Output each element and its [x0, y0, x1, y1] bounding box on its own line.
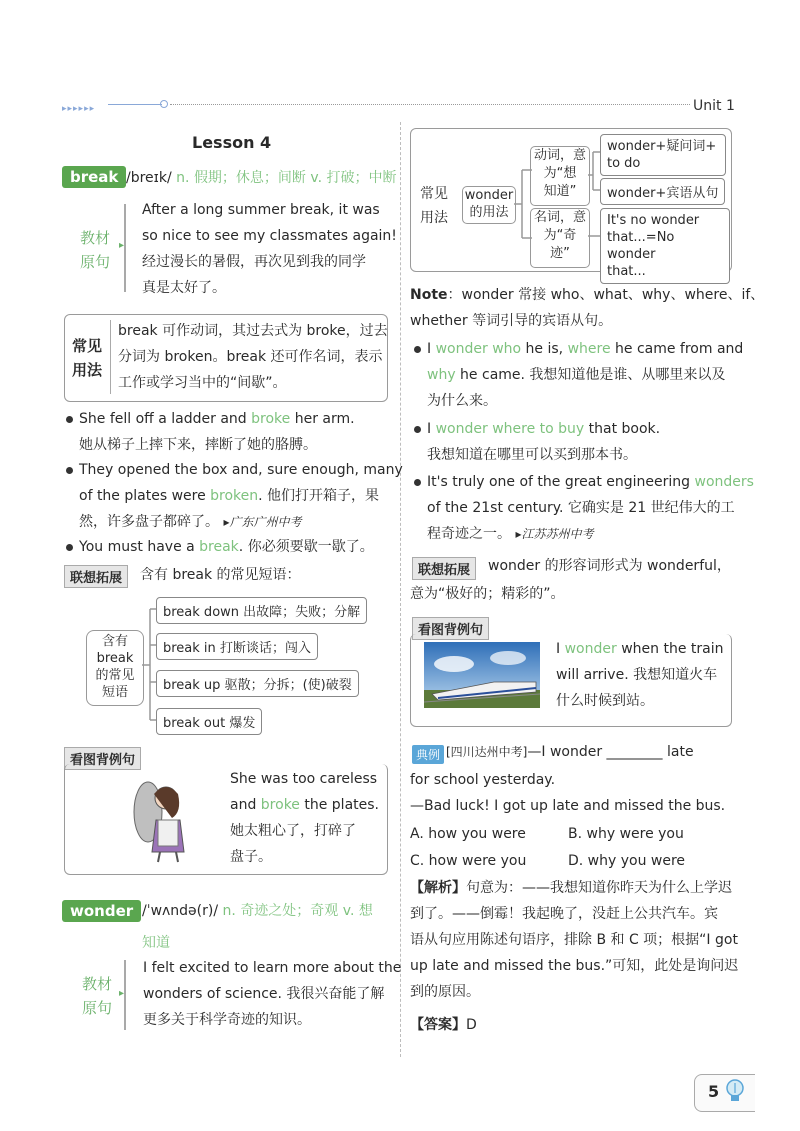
bullet-3-pre: You must have a [79, 539, 200, 555]
wonder-phonetic: /ˈwʌndə(r)/ [142, 903, 219, 919]
wonder-noun-box [530, 208, 590, 268]
wonder-bullet-3-source: ▸江苏苏州中考 [515, 527, 594, 541]
wonder-usage-center-2: 的用法 [469, 205, 509, 220]
break-usage-line-2: 分词为 broken。break 还可作名词，表示 [118, 349, 383, 365]
break-usage-label-1: 常见 [72, 337, 103, 355]
bullet-1-post: her arm. [290, 411, 355, 427]
wonder-bullet-2: I wonder where to buy that book. 我想知道在哪里可以买到那本书。 [414, 416, 660, 468]
wonder-meaning-noun: 奇迹之处；奇观 [240, 903, 339, 919]
wonder-meaning-verb: 想 [358, 903, 373, 919]
phrases-center-4: 短语 [101, 685, 128, 700]
exercise-option-a: A. how you were [410, 826, 526, 842]
break-usage-divider [110, 320, 111, 394]
bullet-dot [66, 544, 73, 551]
girl-with-plates-illustration [120, 772, 200, 864]
break-example-zh-2: 真是太好了。 [142, 280, 226, 296]
textbook-bracket-arrow-wonder: ▸ [119, 988, 125, 999]
expand-tab-right: 联想拓展 [412, 557, 476, 580]
textbook-label [80, 226, 116, 274]
textbook-bracket-wonder [124, 960, 126, 1030]
exercise-answer [410, 1012, 477, 1038]
exercise-analysis: 【解析】句意为：——我想知道你昨天为什么上学迟 到了。——倒霉！我起晚了，没赶上公共汽车。宾 语从句应用陈述句语序，排除 B 和 C 项；根据“I got up late and missed the bus.”可知，此处是询问迟 到的原因。 [410, 880, 739, 1000]
wonder-example-en-1: I felt excited to learn more about the [143, 960, 402, 976]
picture-left-en-2-hl: broke [260, 797, 300, 813]
bullet-dot [66, 467, 73, 474]
answer-value: D [466, 1017, 477, 1033]
wonder-noun-2: 为“奇 [543, 228, 577, 243]
note-line-2: whether 等词引导的宾语从句。 [410, 313, 613, 329]
answer-label: 【答案】 [410, 1017, 466, 1033]
break-example-en-2: so nice to see my classmates again! [142, 228, 397, 244]
wonder-example-en-2: wonders of science. 我很兴奋能了解 [143, 986, 385, 1002]
wonder-verb-2: 为“想 [543, 166, 577, 181]
wonder-meaning-cont: 知道 [142, 935, 170, 951]
word-tag-break: break [62, 166, 126, 188]
note-line-1: ：wonder 常接 who、what、why、where、if、 [447, 287, 765, 303]
break-bullet-2 [66, 457, 403, 535]
break-bullet-1 [66, 406, 355, 458]
bullet-3-highlight: break [199, 539, 239, 555]
phrases-center-2: break [96, 651, 134, 666]
bullet-2-post: . 他们打开箱子，果 [258, 488, 380, 504]
exercise-line-3: —Bad luck! I got up late and missed the bus. [410, 798, 726, 814]
break-phonetic: /breɪk/ [126, 170, 172, 186]
break-example-en-1: After a long summer break, it was [142, 202, 380, 218]
exercise-q1: —I wonder ________ late [527, 744, 694, 760]
lesson-title: Lesson 4 [192, 133, 272, 152]
bullet-1-highlight: broke [251, 411, 291, 427]
wonder-example-zh-1: 更多关于科学奇迹的知识。 [143, 1012, 311, 1028]
picture-sentence-tab-left: 看图背例句 [64, 747, 141, 770]
wonder-usage-label-2: 用法 [420, 210, 448, 226]
textbook-label-wonder [82, 972, 118, 1020]
expand-line-2: 意为“极好的；精彩的”。 [410, 586, 565, 602]
textbook-bracket [124, 204, 126, 292]
wonder-usage-label-1: 常见 [420, 186, 448, 202]
wonder-usage-center [462, 186, 516, 224]
bullet-2-source: ▸广东广州中考 [223, 515, 302, 529]
exercise-option-c: C. how were you [410, 853, 527, 869]
textbook-wonder-label-2: 原句 [82, 999, 113, 1017]
wonder-usage-center-1: wonder [464, 188, 514, 203]
exercise-source: [四川达州中考] [446, 745, 528, 759]
picture-sentence-text-left [230, 766, 379, 870]
phrase-break-in: break in 打断谈话；闯入 [156, 633, 318, 660]
header-arrows: ▸▸▸▸▸▸ [62, 104, 96, 114]
break-textbook-sentence [142, 197, 397, 301]
train-photo [424, 642, 540, 708]
phrases-center-1: 含有 [101, 634, 128, 649]
phrases-center-box [86, 630, 144, 706]
wonder-rule-1: wonder+疑问词+ to do [600, 134, 726, 176]
break-bullet-3 [66, 534, 374, 560]
break-usage-text [118, 318, 388, 396]
wonder-usage-label [420, 182, 448, 230]
picture-left-zh-1: 她太粗心了，打碎了 [230, 823, 356, 839]
phrases-center-3: 的常见 [95, 668, 135, 683]
break-usage-line-3: 工作或学习当中的“间歇”。 [118, 375, 287, 391]
break-example-zh-1: 经过漫长的暑假，再次见到我的同学 [142, 254, 366, 270]
wonder-bullet-1: I wonder who he is, where he came from and why he came. 我想知道他是谁、从哪里来以及 为什么来。 [414, 336, 743, 414]
break-meaning-noun: 假期；休息；间断 [193, 170, 306, 186]
wonder-rule-3: It's no wonder that...=No wonder that... [600, 208, 730, 284]
exercise-line-1 [446, 739, 694, 765]
phrase-break-down: break down 出故障；失败；分解 [156, 597, 367, 624]
break-usage-label [72, 334, 102, 382]
column-divider [400, 122, 401, 1057]
bullet-3-post: . 你必须要歇一歇了。 [238, 539, 374, 555]
bullet-dot [66, 416, 73, 423]
wonder-noun-1: 名词，意 [533, 210, 586, 225]
textbook-label-2: 原句 [80, 253, 111, 271]
textbook-bracket-arrow: ▸ [119, 240, 125, 251]
header-line-left [108, 104, 162, 105]
break-pos-noun: n. [176, 170, 190, 186]
wonder-noun-3: 迹” [550, 246, 570, 261]
wonder-note [410, 282, 764, 334]
wonder-definition [142, 900, 373, 920]
break-meaning-verb: 打破；中断 [326, 170, 397, 186]
phrase-break-out: break out 爆发 [156, 708, 262, 735]
picture-left-en-2-post: the plates. [299, 797, 379, 813]
picture-sentence-text-right: I wonder when the train will arrive. 我想知道火车 什么时候到站。 [556, 641, 724, 709]
bullet-2-highlight: broken [210, 488, 259, 504]
expand-line-1: wonder 的形容词形式为 wonderful， [488, 558, 731, 574]
note-label: Note [410, 287, 448, 303]
bullet-2-pre-1: They opened the box and, sure enough, many [79, 462, 403, 478]
bullet-2-pre-2: of the plates were [79, 488, 211, 504]
break-pos-verb: v. [310, 170, 323, 186]
word-tag-wonder: wonder [62, 900, 141, 922]
break-usage-label-2: 用法 [72, 361, 103, 379]
exercise-line-2: for school yesterday. [410, 772, 556, 788]
wonder-verb-3: 知道” [543, 184, 577, 199]
bullet-2-zh: 然，许多盘子都碎了。 [79, 514, 219, 530]
phrases-intro: 含有 break 的常见短语： [140, 567, 301, 583]
bullet-1-zh: 她从梯子上摔下来，摔断了她的胳膊。 [79, 437, 317, 453]
wonder-bullet-3: It's truly one of the great engineering wonders of the 21st century. 它确实是 21 世纪伟大的工 程奇迹之一。 ▸江苏苏州中考 [414, 469, 754, 547]
exercise-option-b: B. why were you [568, 826, 684, 842]
picture-sentence-tab-right: 看图背例句 [412, 617, 489, 640]
picture-left-en-1: She was too careless [230, 771, 378, 787]
phrase-break-up: break up 驱散；分拆；(使)破裂 [156, 670, 359, 697]
textbook-wonder-label-1: 教材 [82, 975, 113, 993]
break-definition [126, 167, 397, 187]
break-usage-line-1: break 可作动词，其过去式为 broke，过去 [118, 323, 388, 339]
lightbulb-icon [724, 1078, 746, 1106]
wonder-verb-box [530, 146, 590, 206]
header-dot [160, 100, 168, 108]
phrases-tab: 联想拓展 [64, 565, 128, 588]
bullet-1-pre: She fell off a ladder and [79, 411, 252, 427]
wonder-verb-1: 动词，意 [533, 148, 586, 163]
header-unit: Unit 1 [693, 98, 735, 114]
wonder-textbook-sentence [143, 955, 401, 1033]
analysis-label: 【解析】 [410, 880, 466, 896]
header-dotted-line [170, 104, 690, 105]
picture-left-zh-2: 盘子。 [230, 849, 272, 865]
wonder-pos-noun: n. [222, 903, 236, 919]
exercise-option-d: D. why you were [568, 853, 686, 869]
exercise-tag: 典例 [412, 745, 444, 764]
wonder-pos-verb: v. [342, 903, 355, 919]
page-number: 5 [708, 1082, 720, 1101]
picture-left-en-2-pre: and [230, 797, 261, 813]
textbook-label-1: 教材 [80, 229, 111, 247]
wonder-rule-2: wonder+宾语从句 [600, 178, 725, 205]
